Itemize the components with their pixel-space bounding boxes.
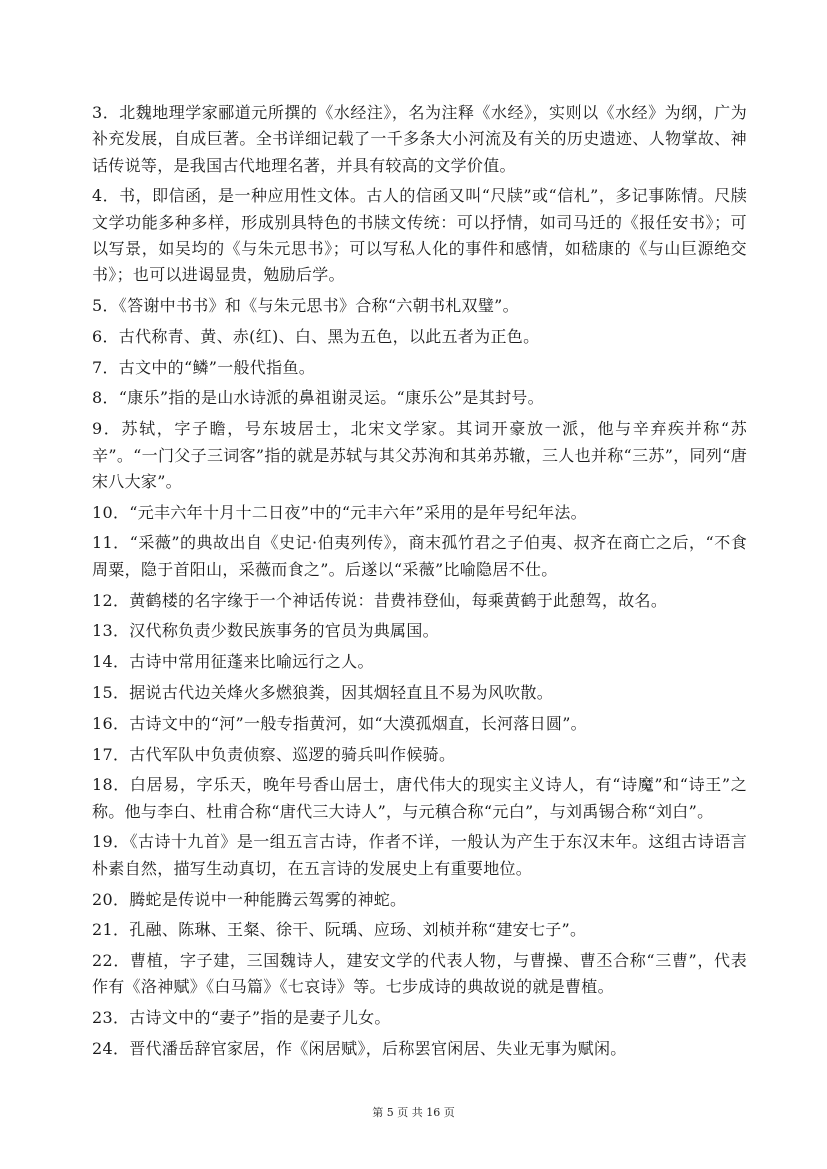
list-item: 15．据说古代边关烽火多燃狼粪，因其烟轻直且不易为风吹散。 — [92, 682, 554, 702]
list-item: 19．《古诗十九首》是一组五言古诗，作者不详，一般认为产生于东汉末年。这组古诗语言朴素自然，描写生动真切，在五言诗的发展史上有重要地位。 — [92, 832, 747, 878]
list-item: 22．曹植，字子建，三国魏诗人，建安文学的代表人物，与曹操、曹丕合称“三曹”，代表作有《洛神赋》《白马篇》《七哀诗》等。七步成诗的典故说的就是曹植。 — [92, 951, 747, 997]
list-item: 5．《答谢中书书》和《与朱元思书》合称“六朝书札双璧”。 — [92, 296, 519, 316]
list-item: 21．孔融、陈琳、王粲、徐干、阮瑀、应玚、刘桢并称“建安七子”。 — [92, 920, 587, 940]
list-item: 23．古诗文中的“妻子”指的是妻子儿女。 — [92, 1008, 391, 1028]
list-item: 20．腾蛇是传说中一种能腾云驾雾的神蛇。 — [92, 889, 407, 909]
list-item: 6．古代称青、黄、赤(红)、白、黑为五色，以此五者为正色。 — [92, 326, 540, 346]
list-item: 3．北魏地理学家郦道元所撰的《水经注》，名为注释《水经》，实则以《水经》为纲，广为补充发展，自成巨著。全书详细记载了一千多条大小河流及有关的历史遗迹、人物掌故、神话传说等，是我国古代地理名著，并具有较高的文学价值。 — [92, 103, 747, 175]
list-item: 24．晋代潘岳辞官家居，作《闲居赋》，后称罢官闲居、失业无事为赋闲。 — [92, 1039, 627, 1058]
list-item: 11．“采薇”的典故出自《史记·伯夷列传》，商末孤竹君之子伯夷、叔齐在商亡之后，“不食周粟，隐于首阳山，采薇而食之”。后遂以“采薇”比喻隐居不仕。 — [92, 533, 747, 579]
list-item: 16．古诗文中的“河”一般专指黄河，如“大漠孤烟直，长河落日圆”。 — [92, 713, 587, 733]
list-item: 7．古文中的“鳞”一般代指鱼。 — [92, 357, 316, 377]
page-footer: 第 5 页 共 16 页 — [372, 1106, 455, 1119]
list-item: 18．白居易，字乐天，晚年号香山居士，唐代伟大的现实主义诗人，有“诗魔”和“诗王”之称。他与李白、杜甫合称“唐代三大诗人”，与元稹合称“元白”，与刘禹锡合称“刘白”。 — [92, 775, 747, 821]
document-body — [92, 100, 747, 1067]
list-item: 9．苏轼，字子瞻，号东坡居士，北宋文学家。其词开豪放一派，他与辛弃疾并称“苏辛”。“一门父子三词客”指的就是苏轼与其父苏洵和其弟苏辙，三人也并称“三苏”，同列“唐宋八大家”。 — [92, 419, 747, 491]
list-item: 10．“元丰六年十月十二日夜”中的“元丰六年”采用的是年号纪年法。 — [92, 502, 587, 522]
list-item: 14．古诗中常用征蓬来比喻远行之人。 — [92, 652, 374, 672]
list-item: 13．汉代称负责少数民族事务的官员为典属国。 — [92, 621, 439, 641]
list-item: 12．黄鹤楼的名字缘于一个神话传说：昔费祎登仙，每乘黄鹤于此憩驾，故名。 — [92, 590, 668, 610]
list-item: 17．古代军队中负责侦察、巡逻的骑兵叫作候骑。 — [92, 744, 456, 764]
list-item: 4．书，即信函，是一种应用性文体。古人的信函又叫“尺牍”或“信札”，多记事陈情。尺牍文学功能多种多样，形成别具特色的书牍文传统：可以抒情，如司马迁的《报任安书》；可以写景，如吴均的《与朱元思书》；可以写私人化的事件和感情，如嵇康的《与山巨源绝交书》；也可以进谒显贵，勉励后学。 — [92, 186, 747, 285]
list-item: 8．“康乐”指的是山水诗派的鼻祖谢灵运。“康乐公”是其封号。 — [92, 388, 544, 408]
